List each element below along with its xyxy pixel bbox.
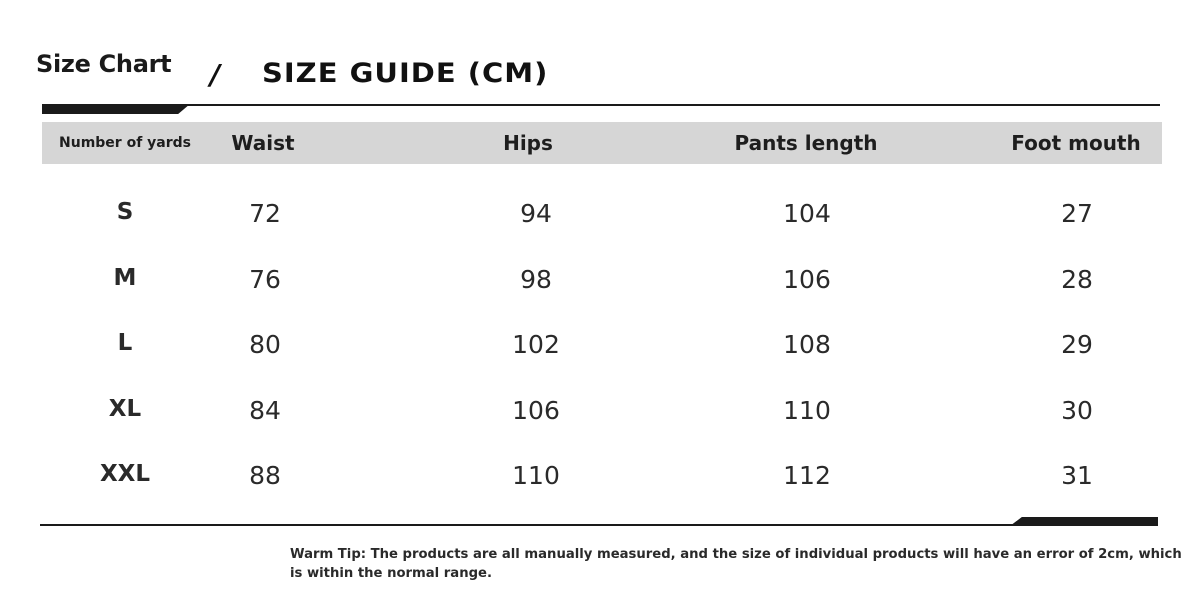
cell-pants-length: 112 bbox=[783, 461, 831, 490]
cell-pants-length: 108 bbox=[783, 330, 831, 359]
cell-waist: 88 bbox=[249, 461, 281, 490]
bottom-rule bbox=[40, 524, 1158, 526]
cell-pants-length: 110 bbox=[783, 396, 831, 425]
cell-size: XXL bbox=[99, 461, 151, 487]
cell-hips: 98 bbox=[520, 265, 552, 294]
cell-hips: 102 bbox=[512, 330, 560, 359]
cell-hips: 110 bbox=[512, 461, 560, 490]
column-header-size: Number of yards bbox=[59, 135, 191, 151]
cell-pants-length: 104 bbox=[783, 199, 831, 228]
cell-size: XL bbox=[108, 396, 142, 422]
cell-foot-mouth: 27 bbox=[1061, 199, 1093, 228]
cell-size: L bbox=[117, 330, 133, 356]
size-guide-heading: SIZE GUIDE (CM) bbox=[262, 57, 549, 89]
cell-hips: 106 bbox=[512, 396, 560, 425]
bottom-rule-accent bbox=[1010, 517, 1158, 526]
column-header-hips: Hips bbox=[503, 131, 553, 155]
column-header-pants-length: Pants length bbox=[734, 131, 878, 155]
top-rule bbox=[42, 104, 1160, 106]
cell-hips: 94 bbox=[520, 199, 552, 228]
title-separator: / bbox=[210, 58, 221, 91]
cell-pants-length: 106 bbox=[783, 265, 831, 294]
top-rule-accent bbox=[42, 104, 190, 114]
cell-foot-mouth: 31 bbox=[1061, 461, 1093, 490]
size-chart-title: Size Chart bbox=[36, 50, 172, 78]
cell-waist: 80 bbox=[249, 330, 281, 359]
column-header-waist: Waist bbox=[231, 131, 295, 155]
cell-size: M bbox=[113, 265, 137, 291]
warm-tip-note: Warm Tip: The products are all manually measured, and the size of individual products will have an error of 2cm, which is within the normal range. bbox=[290, 547, 1182, 581]
cell-waist: 72 bbox=[249, 199, 281, 228]
cell-foot-mouth: 30 bbox=[1061, 396, 1093, 425]
cell-foot-mouth: 28 bbox=[1061, 265, 1093, 294]
cell-waist: 76 bbox=[249, 265, 281, 294]
cell-size: S bbox=[116, 199, 134, 225]
cell-waist: 84 bbox=[249, 396, 281, 425]
cell-foot-mouth: 29 bbox=[1061, 330, 1093, 359]
table-header-band bbox=[42, 122, 1162, 164]
column-header-foot-mouth: Foot mouth bbox=[1011, 131, 1141, 155]
